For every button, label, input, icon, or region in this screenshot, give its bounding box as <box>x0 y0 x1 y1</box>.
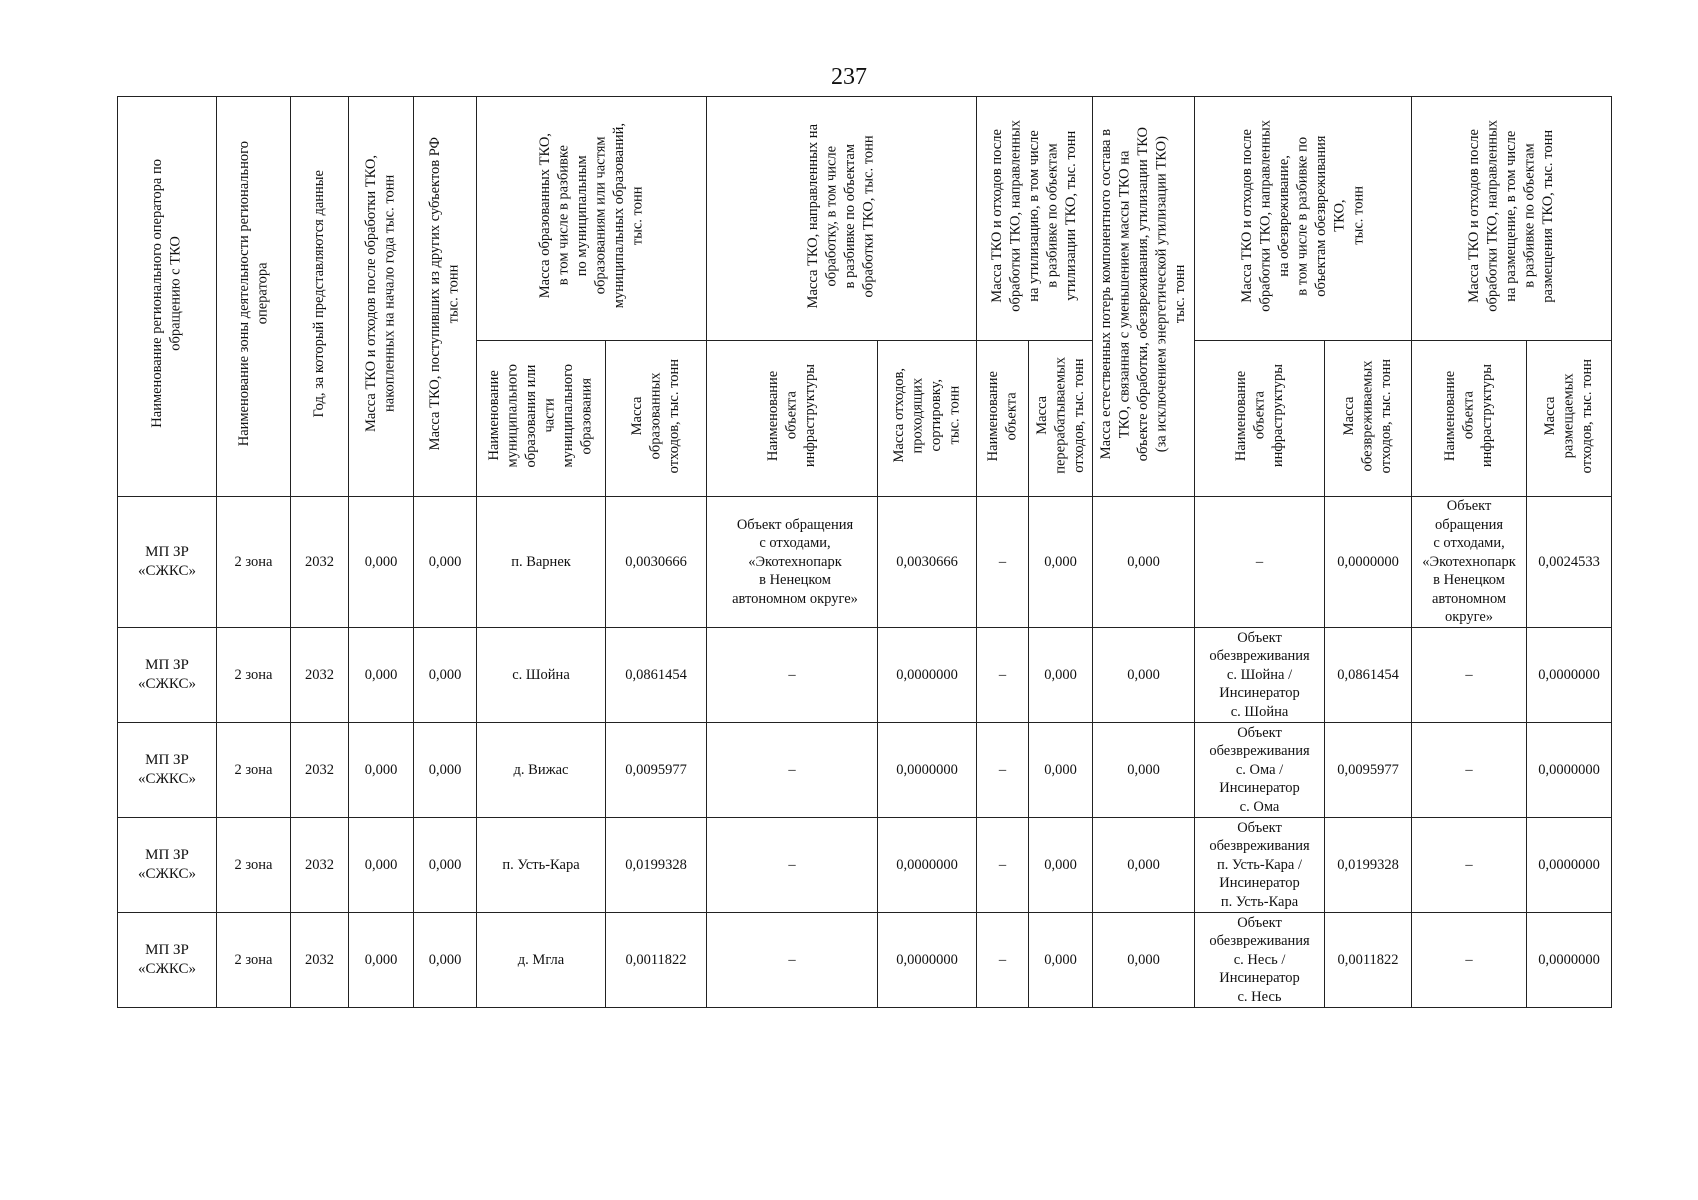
header-processing-mass: Масса отходов, проходящих сортировку, тыс. тонн <box>878 341 977 497</box>
mass-other-cell: 0,000 <box>414 497 477 628</box>
operator-cell: МП ЗР «СЖКС» <box>118 723 217 818</box>
header-processing-name: Наименование объекта инфраструктуры <box>707 341 878 497</box>
mass-start-cell: 0,000 <box>349 497 414 628</box>
header-zone: Наименование зоны деятельности регионального оператора <box>217 97 291 497</box>
neutralization-object-cell: Объект обезвреживания с. Несь / Инсинератор с. Несь <box>1195 913 1325 1008</box>
mass-start-cell: 0,000 <box>349 818 414 913</box>
municipality-cell: д. Вижас <box>477 723 606 818</box>
mass-start-cell: 0,000 <box>349 723 414 818</box>
year-cell: 2032 <box>291 628 349 723</box>
header-mass-other-subjects: Масса ТКО, поступивших из других субъектов РФ тыс. тонн <box>414 97 477 497</box>
year-cell: 2032 <box>291 497 349 628</box>
header-utilization-name: Наименование объекта <box>977 341 1029 497</box>
header-natural-loss: Масса естественных потерь компонентного состава в ТКО, связанная с уменьшением массы ТКО на объекте обработки, обезвреживания, утилизации ТКО (за исключением энергетической утилизации ТКО) тыс. тонн <box>1093 97 1195 497</box>
header-utilization-group: Масса ТКО и отходов после обработки ТКО, направленных на утилизацию, в том числе в разбивке по объектам утилизации ТКО, тыс. тонн <box>977 97 1093 341</box>
neutralization-mass-cell: 0,0861454 <box>1325 628 1412 723</box>
utilization-object-cell: – <box>977 497 1029 628</box>
neutralization-object-cell: Объект обезвреживания с. Ома / Инсинератор с. Ома <box>1195 723 1325 818</box>
zone-cell: 2 зона <box>217 723 291 818</box>
mass-start-cell: 0,000 <box>349 628 414 723</box>
municipality-cell: с. Шойна <box>477 628 606 723</box>
neutralization-object-cell: – <box>1195 497 1325 628</box>
neutralization-mass-cell: 0,0095977 <box>1325 723 1412 818</box>
table-row <box>118 818 1612 913</box>
header-generated-mass: Масса образованных отходов, тыс. тонн <box>606 341 707 497</box>
processing-mass-cell: 0,0000000 <box>878 913 977 1008</box>
operator-cell: МП ЗР «СЖКС» <box>118 497 217 628</box>
natural-loss-cell: 0,000 <box>1093 628 1195 723</box>
utilization-mass-cell: 0,000 <box>1029 818 1093 913</box>
zone-cell: 2 зона <box>217 628 291 723</box>
header-mass-start: Масса ТКО и отходов после обработки ТКО, накопленных на начало года тыс. тонн <box>349 97 414 497</box>
neutralization-object-cell: Объект обезвреживания с. Шойна / Инсинератор с. Шойна <box>1195 628 1325 723</box>
header-processing-group: Масса ТКО, направленных на обработку, в том числе в разбивке по объектам обработки ТКО, тыс. тонн <box>707 97 977 341</box>
table-row <box>118 913 1612 1008</box>
utilization-object-cell: – <box>977 628 1029 723</box>
header-placement-name: Наименование объекта инфраструктуры <box>1412 341 1527 497</box>
operator-cell: МП ЗР «СЖКС» <box>118 913 217 1008</box>
placement-mass-cell: 0,0000000 <box>1527 628 1612 723</box>
placement-mass-cell: 0,0000000 <box>1527 818 1612 913</box>
placement-object-cell: – <box>1412 818 1527 913</box>
header-utilization-mass: Масса перерабатываемых отходов, тыс. тонн <box>1029 341 1093 497</box>
placement-object-cell: Объект обращения с отходами, «Экотехнопарк в Ненецком автономном округе» <box>1412 497 1527 628</box>
utilization-mass-cell: 0,000 <box>1029 628 1093 723</box>
zone-cell: 2 зона <box>217 818 291 913</box>
mass-other-cell: 0,000 <box>414 913 477 1008</box>
neutralization-mass-cell: 0,0199328 <box>1325 818 1412 913</box>
header-generated-name: Наименование муниципального образования или части муниципального образования <box>477 341 606 497</box>
operator-cell: МП ЗР «СЖКС» <box>118 628 217 723</box>
page-number: 237 <box>831 64 867 90</box>
processing-mass-cell: 0,0000000 <box>878 723 977 818</box>
processing-object-cell: – <box>707 913 878 1008</box>
neutralization-mass-cell: 0,0000000 <box>1325 497 1412 628</box>
neutralization-mass-cell: 0,0011822 <box>1325 913 1412 1008</box>
header-generated-group: Масса образованных ТКО, в том числе в разбивке по муниципальным образованиям или частям муниципальных образований, тыс. тонн <box>477 97 707 341</box>
generated-mass-cell: 0,0095977 <box>606 723 707 818</box>
utilization-object-cell: – <box>977 723 1029 818</box>
placement-object-cell: – <box>1412 723 1527 818</box>
processing-object-cell: – <box>707 818 878 913</box>
generated-mass-cell: 0,0199328 <box>606 818 707 913</box>
year-cell: 2032 <box>291 818 349 913</box>
zone-cell: 2 зона <box>217 913 291 1008</box>
natural-loss-cell: 0,000 <box>1093 818 1195 913</box>
generated-mass-cell: 0,0861454 <box>606 628 707 723</box>
placement-mass-cell: 0,0024533 <box>1527 497 1612 628</box>
processing-mass-cell: 0,0000000 <box>878 628 977 723</box>
header-placement-group: Масса ТКО и отходов после обработки ТКО, направленных на размещение, в том числе в разбивке по объектам размещения ТКО, тыс. тонн <box>1412 97 1612 341</box>
placement-object-cell: – <box>1412 913 1527 1008</box>
utilization-object-cell: – <box>977 913 1029 1008</box>
processing-object-cell: Объект обращения с отходами, «Экотехнопарк в Ненецком автономном округе» <box>707 497 878 628</box>
header-year: Год, за который представляются данные <box>291 97 349 497</box>
mass-other-cell: 0,000 <box>414 723 477 818</box>
municipality-cell: д. Мгла <box>477 913 606 1008</box>
generated-mass-cell: 0,0011822 <box>606 913 707 1008</box>
header-neutralization-mass: Масса обезвреживаемых отходов, тыс. тонн <box>1325 341 1412 497</box>
header-operator: Наименование регионального оператора по обращению с ТКО <box>118 97 217 497</box>
waste-data-table <box>117 96 1612 1008</box>
table-row <box>118 723 1612 818</box>
utilization-mass-cell: 0,000 <box>1029 913 1093 1008</box>
header-placement-mass: Масса размещаемых отходов, тыс. тонн <box>1527 341 1612 497</box>
natural-loss-cell: 0,000 <box>1093 723 1195 818</box>
year-cell: 2032 <box>291 723 349 818</box>
processing-mass-cell: 0,0000000 <box>878 818 977 913</box>
processing-object-cell: – <box>707 723 878 818</box>
processing-object-cell: – <box>707 628 878 723</box>
utilization-mass-cell: 0,000 <box>1029 497 1093 628</box>
mass-start-cell: 0,000 <box>349 913 414 1008</box>
placement-object-cell: – <box>1412 628 1527 723</box>
header-neutralization-name: Наименование объекта инфраструктуры <box>1195 341 1325 497</box>
year-cell: 2032 <box>291 913 349 1008</box>
table-row <box>118 497 1612 628</box>
neutralization-object-cell: Объект обезвреживания п. Усть-Кара / Инсинератор п. Усть-Кара <box>1195 818 1325 913</box>
mass-other-cell: 0,000 <box>414 628 477 723</box>
natural-loss-cell: 0,000 <box>1093 497 1195 628</box>
utilization-object-cell: – <box>977 818 1029 913</box>
operator-cell: МП ЗР «СЖКС» <box>118 818 217 913</box>
utilization-mass-cell: 0,000 <box>1029 723 1093 818</box>
municipality-cell: п. Варнек <box>477 497 606 628</box>
placement-mass-cell: 0,0000000 <box>1527 723 1612 818</box>
placement-mass-cell: 0,0000000 <box>1527 913 1612 1008</box>
zone-cell: 2 зона <box>217 497 291 628</box>
header-neutralization-group: Масса ТКО и отходов после обработки ТКО, направленных на обезвреживание, в том числе в разбивке по объектам обезвреживания ТКО, тыс. тонн <box>1195 97 1412 341</box>
mass-other-cell: 0,000 <box>414 818 477 913</box>
municipality-cell: п. Усть-Кара <box>477 818 606 913</box>
processing-mass-cell: 0,0030666 <box>878 497 977 628</box>
table-row <box>118 628 1612 723</box>
generated-mass-cell: 0,0030666 <box>606 497 707 628</box>
natural-loss-cell: 0,000 <box>1093 913 1195 1008</box>
